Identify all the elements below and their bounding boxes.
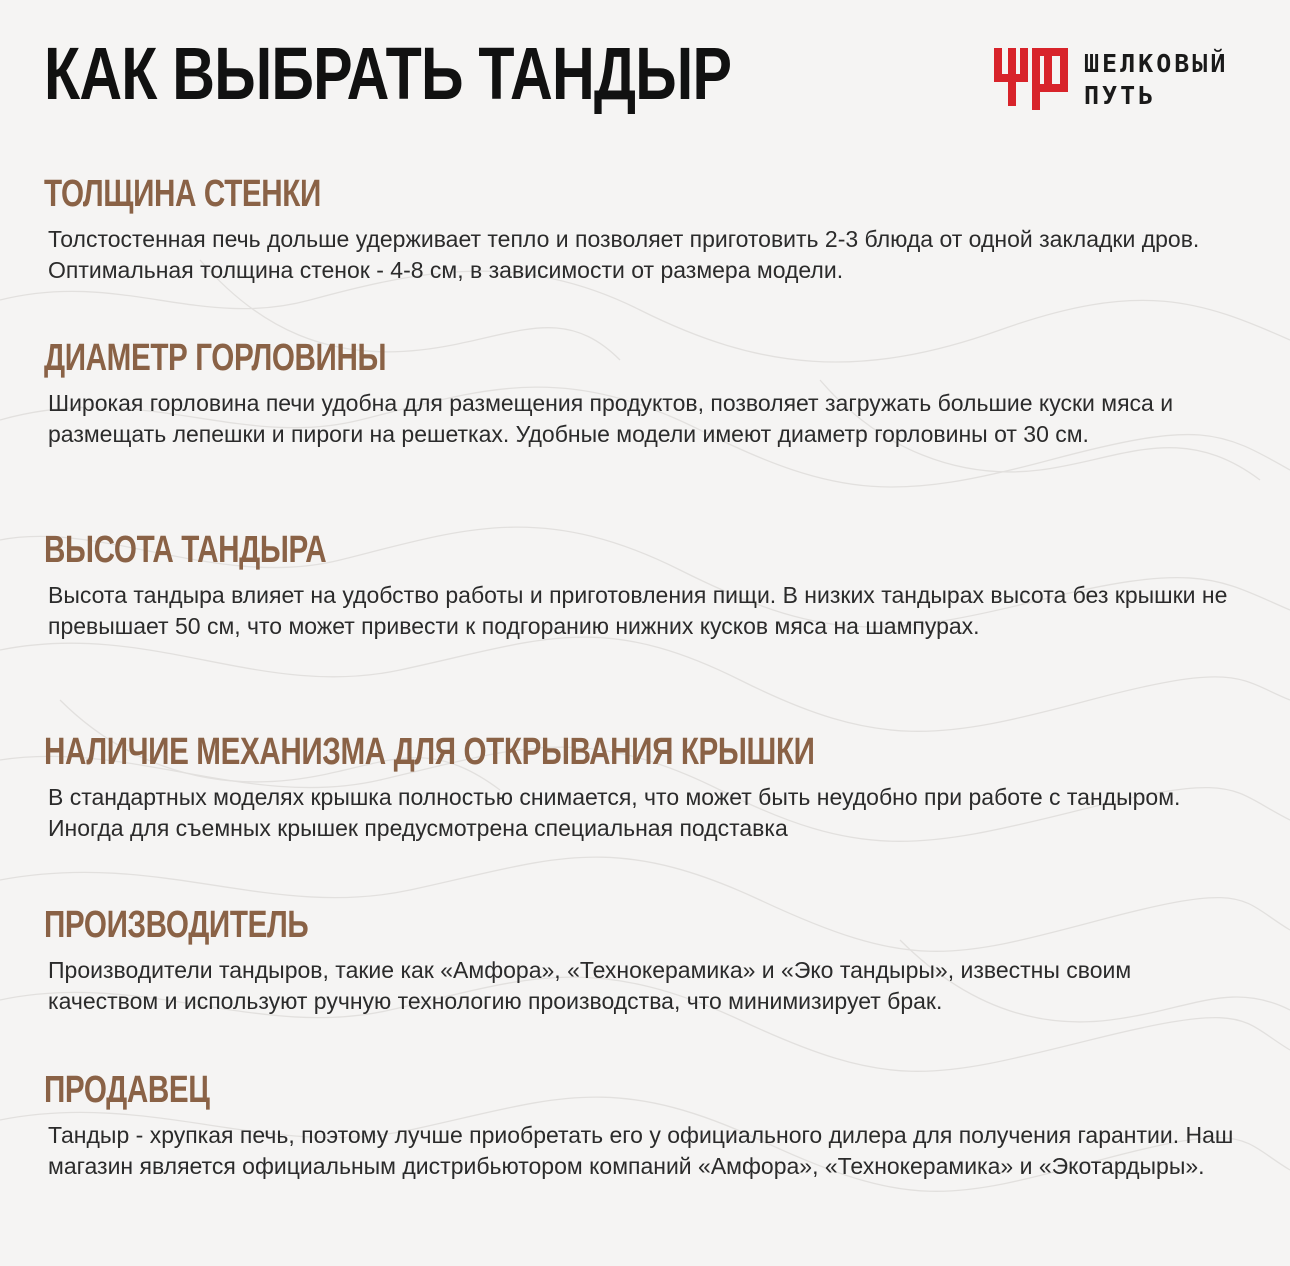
section-lid-mechanism	[44, 728, 1244, 844]
section-heading: ВЫСОТА ТАНДЫРА	[44, 529, 327, 571]
logo-wordmark	[1084, 48, 1228, 112]
section-text: Высота тандыра влияет на удобство работы и приготовления пищи. В низких тандырах высота без крышки не превышает 50 см, что может привести к подгоранию нижних кусков мяса на шампурах.	[48, 582, 1228, 639]
brand-logo	[992, 44, 1252, 116]
section-neck-diameter	[44, 334, 1244, 450]
section-text: Толстостенная печь дольше удерживает тепло и позволяет приготовить 2-3 блюда от одной закладки дров. Оптимальная толщина стенок - 4-8 см, в зависимости от размера модели.	[48, 226, 1200, 283]
section-manufacturer	[44, 901, 1244, 1017]
section-heading: НАЛИЧИЕ МЕХАНИЗМА ДЛЯ ОТКРЫВАНИЯ КРЫШКИ	[44, 731, 815, 773]
section-heading: ПРОДАВЕЦ	[44, 1069, 210, 1111]
section-seller	[44, 1066, 1244, 1182]
section-wall-thickness	[44, 170, 1244, 286]
section-heading: ДИАМЕТР ГОРЛОВИНЫ	[44, 337, 387, 379]
section-text: Тандыр - хрупкая печь, поэтому лучше приобретать его у официального дилера для получения гарантии. Наш магазин является официальным дистрибьютором компаний «Амфора», «Технокерамика» и «Экотардыры».	[48, 1122, 1234, 1179]
section-heading: ПРОИЗВОДИТЕЛЬ	[44, 904, 309, 946]
section-text: Производители тандыров, такие как «Амфора», «Технокерамика» и «Эко тандыры», известны своим качеством и используют ручную технологию производства, что минимизирует брак.	[48, 957, 1132, 1014]
section-text: В стандартных моделях крышка полностью снимается, что может быть неудобно при работе с тандыром. Иногда для съемных крышек предусмотрена специальная подставка	[48, 784, 1181, 841]
logo-line-1: ШЕЛКОВЫЙ	[1084, 49, 1229, 78]
section-text: Широкая горловина печи удобна для размещения продуктов, позволяет загружать большие куски мяса и размещать лепешки и пироги на решетках. Удобные модели имеют диаметр горловины от 30 см.	[48, 390, 1174, 447]
section-heading: ТОЛЩИНА СТЕНКИ	[44, 173, 321, 215]
logo-line-2: ПУТЬ	[1084, 81, 1157, 110]
section-tandoor-height	[44, 526, 1244, 642]
silk-road-logo-icon	[992, 44, 1072, 112]
page-title: КАК ВЫБРАТЬ ТАНДЫР	[44, 32, 732, 115]
